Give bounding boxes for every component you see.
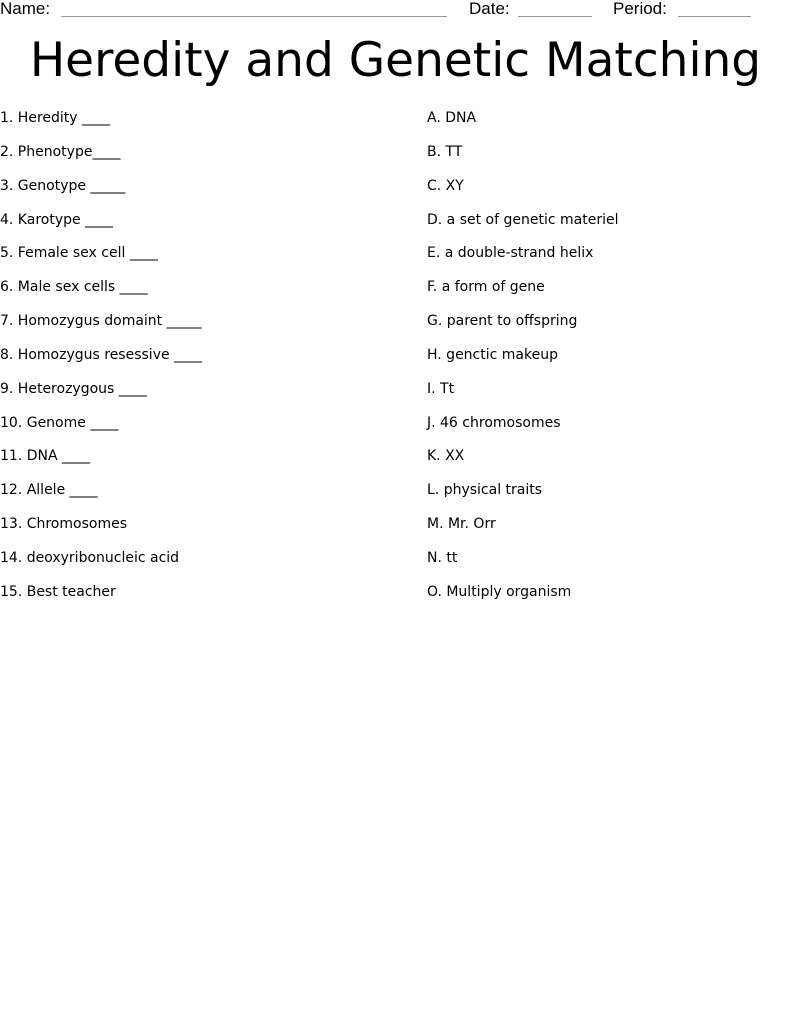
term-item: 8. Homozygus resessive ____ bbox=[0, 346, 203, 363]
definition-item: I. Tt bbox=[427, 380, 455, 397]
name-label: Name: bbox=[0, 0, 51, 18]
definition-item: D. a set of genetic materiel bbox=[427, 211, 619, 228]
term-item: 5. Female sex cell ____ bbox=[0, 245, 158, 262]
date-label: Date: bbox=[469, 0, 510, 18]
definition-item: A. DNA bbox=[427, 110, 477, 126]
definition-item: C. XY bbox=[427, 177, 464, 194]
term-item: 7. Homozygus domaint _____ bbox=[0, 313, 202, 330]
definition-item: M. Mr. Orr bbox=[427, 516, 496, 533]
term-item: 6. Male sex cells ____ bbox=[0, 279, 148, 296]
definition-item: E. a double-strand helix bbox=[427, 245, 594, 262]
definition-item: N. tt bbox=[427, 549, 458, 566]
term-item: 14. deoxyribonucleic acid bbox=[0, 549, 180, 566]
definition-item: K. XX bbox=[427, 448, 465, 465]
term-item: 3. Genotype _____ bbox=[0, 177, 126, 194]
date-field[interactable] bbox=[518, 16, 592, 17]
period-field[interactable] bbox=[678, 16, 751, 17]
term-item: 4. Karotype ____ bbox=[0, 211, 114, 228]
term-item: 12. Allele ____ bbox=[0, 482, 98, 499]
name-field[interactable] bbox=[61, 16, 447, 17]
term-item: 1. Heredity ____ bbox=[0, 110, 111, 126]
definitions-column bbox=[427, 108, 787, 616]
terms-column bbox=[0, 108, 400, 616]
term-item: 10. Genome ____ bbox=[0, 414, 119, 431]
definition-item: O. Multiply organism bbox=[427, 583, 572, 600]
definition-item: F. a form of gene bbox=[427, 279, 545, 296]
worksheet-header bbox=[0, 0, 791, 21]
definition-item: G. parent to offspring bbox=[427, 313, 578, 330]
term-item: 13. Chromosomes bbox=[0, 516, 127, 533]
period-label: Period: bbox=[613, 0, 667, 18]
term-item: 15. Best teacher bbox=[0, 583, 116, 600]
definition-item: J. 46 chromosomes bbox=[427, 414, 561, 431]
definition-item: H. genctic makeup bbox=[427, 346, 558, 363]
term-item: 2. Phenotype____ bbox=[0, 143, 121, 160]
definition-item: L. physical traits bbox=[427, 482, 543, 499]
definition-item: B. TT bbox=[427, 143, 463, 160]
page-title: Heredity and Genetic Matching bbox=[29, 33, 762, 88]
term-item: 11. DNA ____ bbox=[0, 448, 90, 465]
term-item: 9. Heterozygous ____ bbox=[0, 380, 147, 397]
